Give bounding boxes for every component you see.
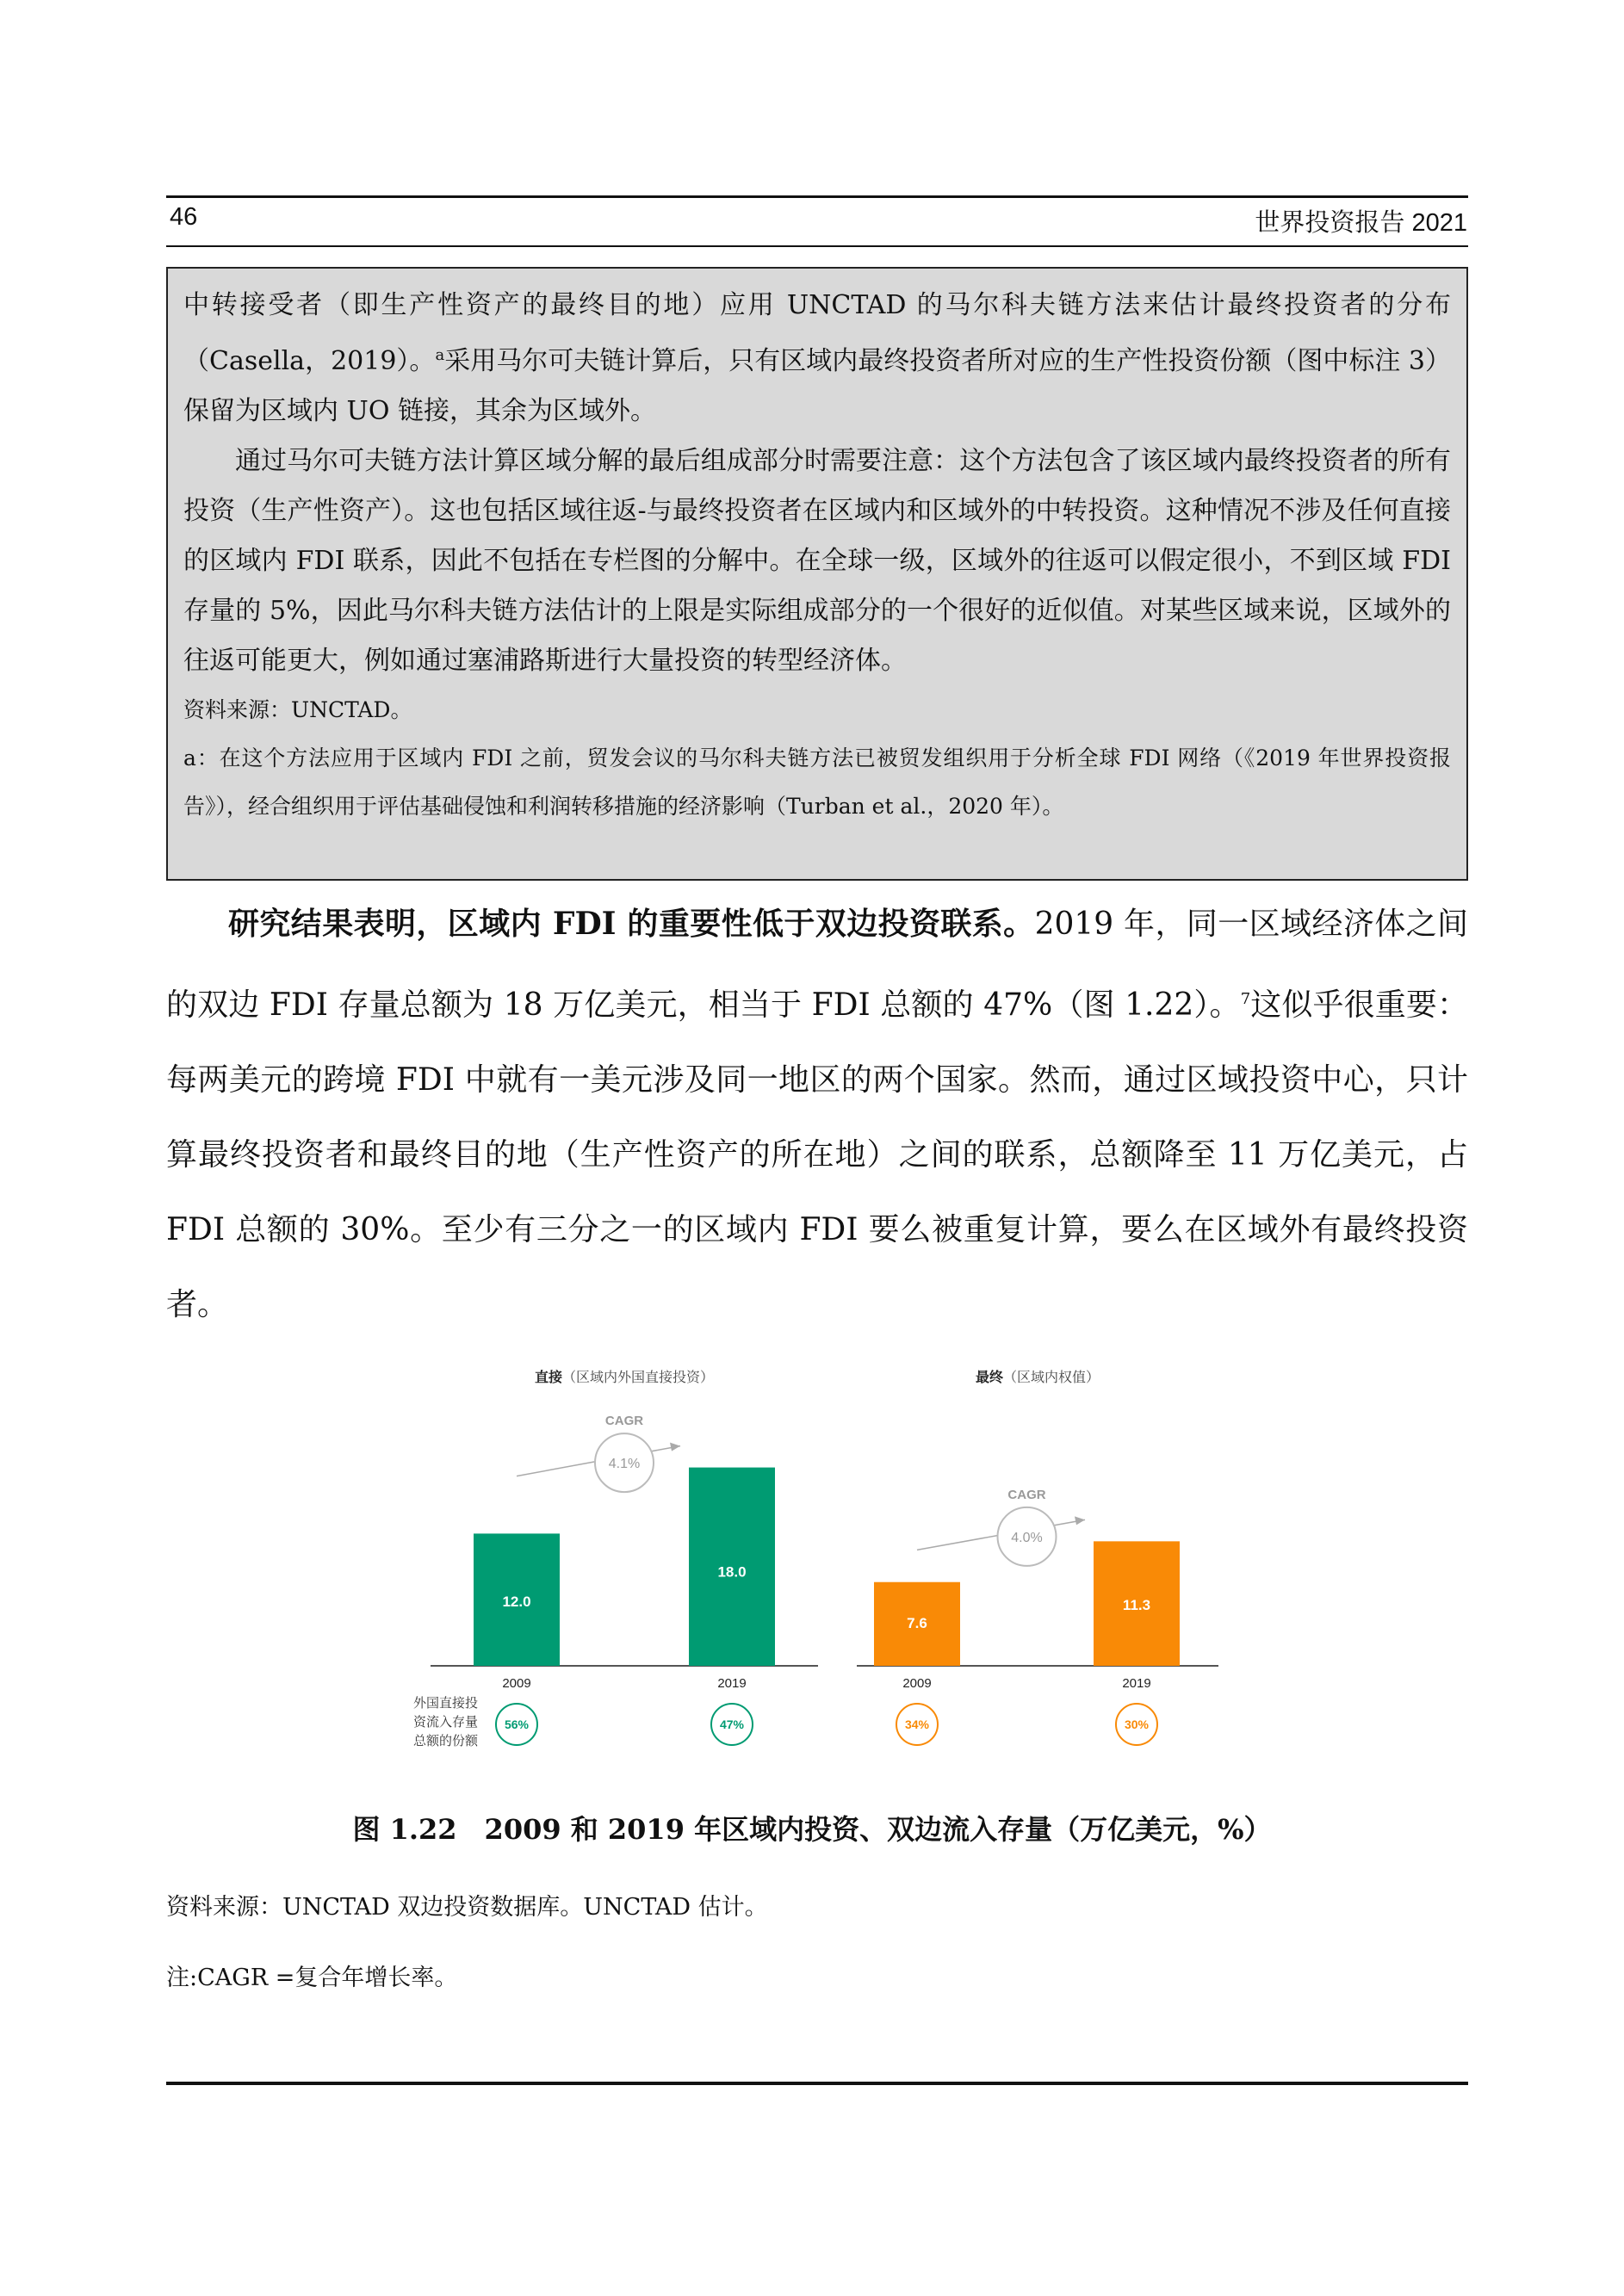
share-label-line3: 总额的份额 (413, 1734, 479, 1748)
cagr-label: CAGR (604, 1414, 644, 1429)
bottom-rule (166, 2082, 1468, 2085)
figure-note: 注:CAGR =复合年增长率。 (166, 1965, 458, 1991)
box-footnote: a：在这个方法应用于区域内 FDI 之前，贸发会议的马尔科夫链方法已被贸发组织用于分析全球 FDI 网络（《2019 年世界投资报告》），经合组织用于评估基础侵蚀和利润转移措施的经济影响（Turban et al.，2020 年）。 (183, 746, 1451, 819)
chart-title (976, 1369, 1100, 1385)
chart-title-bold: 直接 (534, 1371, 562, 1385)
figure-source: 资料来源：UNCTAD 双边投资数据库。UNCTAD 估计。 (166, 1894, 768, 1921)
cagr-value: 4.1% (608, 1457, 641, 1472)
footnote-ref-7: 7 (1240, 990, 1251, 1008)
box-paragraph-2: 通过马尔可夫链方法计算区域分解的最后组成部分时需要注意：这个方法包含了该区域内最终投资者的所有投资（生产性资产）。这也包括区域往返-与最终投资者在区域内和区域外的中转投资。这种情况不涉及任何直接的区域内 FDI 联系，因此不包括在专栏图的分解中。在全球一级，区域外的往返可以假定很小，不到区域 FDI 存量的 5%，因此马尔科夫链方法估计的上限是实际组成部分的一个很好的近似值。对某些区域来说，区域外的往返可能更大，例如通过塞浦路斯进行大量投资的转型经济体。 (183, 446, 1451, 676)
bar-value-label: 12.0 (502, 1593, 531, 1610)
chart-title-rest: （区域内权值） (1003, 1371, 1100, 1385)
header-rule (166, 245, 1468, 247)
chart-figure-1-22 (405, 1356, 1266, 1769)
cagr-arrow-head (670, 1443, 680, 1451)
cagr-arrow-head (1075, 1516, 1085, 1525)
chart-title (535, 1369, 714, 1385)
share-value: 56% (504, 1717, 530, 1731)
chart-panel-direct (431, 1369, 818, 1745)
category-label: 2009 (502, 1676, 531, 1691)
category-label: 2019 (717, 1676, 747, 1691)
sidebar-box (166, 267, 1468, 881)
box-source: 资料来源：UNCTAD。 (183, 697, 412, 722)
bar-value-label: 11.3 (1122, 1596, 1151, 1613)
category-label: 2009 (902, 1676, 932, 1691)
bold-lead: 研究结果表明，区域内 FDI 的重要性低于双边投资联系。 (228, 906, 1035, 942)
figure-caption: 图 1.22 2009 和 2019 年区域内投资、双边流入存量（万亿美元，%） (352, 1813, 1272, 1846)
share-value: 34% (904, 1717, 930, 1731)
chart-title-rest: （区域内外国直接投资） (562, 1371, 715, 1385)
footnote-ref-a: a (435, 346, 445, 364)
body-paragraph: 研究结果表明，区域内 FDI 的重要性低于双边投资联系。2019 年，同一区域经济体之间的双边 FDI 存量总额为 18 万亿美元，相当于 FDI 总额的 47%（图 1.22）。$^7$这似乎很重要：每两美元的跨境 FDI 中就有一美元涉及同一地区的两个国家。然而，通过区域投资中心，只计算最终投资者和最终目的地（生产性资产的所在地）之间的联系，总额降至 11 万亿美元，占 FDI 总额的 30%。至少有三分之一的区域内 FDI 要么被重复计算，要么在区域外有最终投资者。 (166, 906, 1469, 1322)
report-title: 世界投资报告 2021 (1255, 209, 1467, 237)
share-value: 47% (719, 1717, 745, 1731)
cagr-value: 4.0% (1011, 1530, 1043, 1545)
chart-title-bold: 最终 (975, 1371, 1003, 1385)
cagr-label: CAGR (1007, 1487, 1046, 1502)
bar-value-label: 18.0 (717, 1563, 747, 1581)
share-label-line1: 外国直接投 (413, 1696, 479, 1711)
share-label-line2: 资流入存量 (413, 1715, 479, 1730)
share-value: 30% (1124, 1717, 1150, 1731)
top-rule (166, 195, 1468, 198)
chart-panel-ultimate (857, 1369, 1218, 1745)
page-number: 46 (170, 203, 198, 231)
box-paragraph-1: 中转接受者（即生产性资产的最终目的地）应用 UNCTAD 的马尔科夫链方法来估计最终投资者的分布（Casella，2019）。$^a$采用马尔可夫链计算后，只有区域内最终投资者所对应的生产性投资份额（图中标注 3）保留为区域内 UO 链接，其余为区域外。 (183, 290, 1451, 426)
category-label: 2019 (1122, 1676, 1151, 1691)
bar-value-label: 7.6 (907, 1615, 927, 1632)
